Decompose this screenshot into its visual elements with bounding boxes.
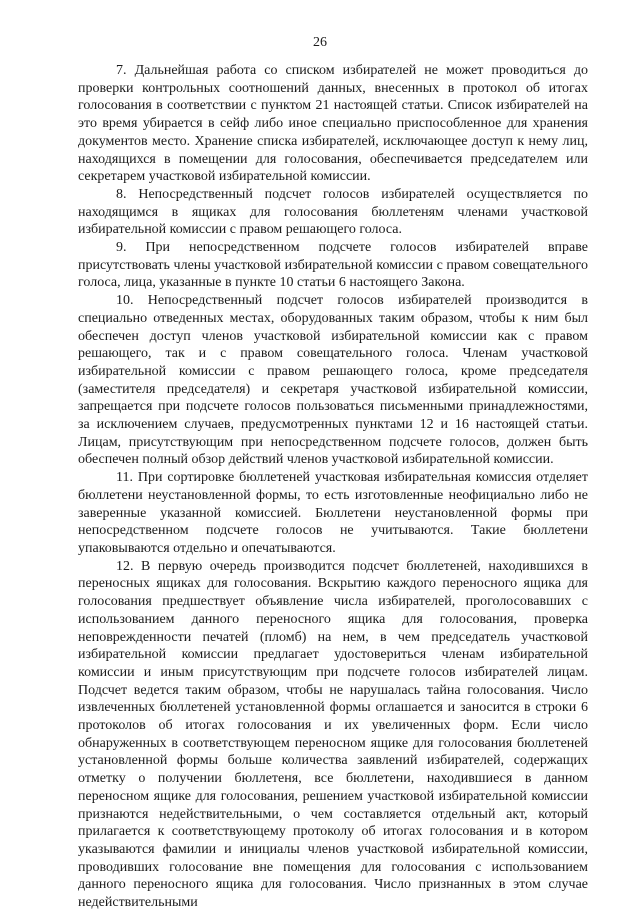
paragraph-8: 8. Непосредственный подсчет голосов избирателей осуществляется по находящимся в ящиках для голосования бюллетеням членами участковой избирательной комиссии с правом решающего голоса. [78,186,588,238]
paragraph-9: 9. При непосредственном подсчете голосов избирателей вправе присутствовать члены участковой избирательной комиссии с правом совещательного голоса, лица, указанные в пункте 10 статьи 6 настоящего Закона. [78,240,588,291]
paragraph-10: 10. Непосредственный подсчет голосов избирателей производится в специально отведенных местах, оборудованных таким образом, чтобы к ним был обеспечен доступ членов участковой избирательной комиссии как с правом решающего, так и с правом совещательного голоса. Членам участковой избирательной комиссии с правом решающего голоса, кроме председателя (заместителя председателя) и секретаря участковой избирательной комиссии, запрещается при подсчете голосов пользоваться письменными принадлежностями, за исключением случаев, предусмотренных пунктами 12 и 16 настоящей статьи. Лицам, присутствующим при непосредственном подсчете голосов, должен быть обеспечен полный обзор действий членов участковой избирательной комиссии. [78,293,588,468]
paragraph-12: 12. В первую очередь производится подсчет бюллетеней, находившихся в переносных ящиках для голосования. Вскрытию каждого переносного ящика для голосования предшествует объявление числа избирателей, проголосовавших с использованием данного переносного ящика для голосования, проверка неповрежденности печатей (пломб) на нем, в чем председатель участковой избирательной комиссии предлагает удостовериться членам избирательной комиссии и иным присутствующим при подсчете голосов избирателей лицам. Подсчет ведется таким образом, чтобы не нарушалась тайна голосования. Число извлеченных бюллетеней установленной формы оглашается и заносится в строки 6 протоколов об итогах голосования и их увеличенных форм. Если число обнаруженных в соответствующем переносном ящике для голосования бюллетеней установленной формы больше количества заявлений избирателей, содержащих отметку о получении бюллетеня, все бюллетени, находившиеся в данном переносном ящике для голосования, решением участковой избирательной комиссии признаются недействительными, о чем составляется отдельный акт, который прилагается к соответствующему протоколу об итогах голосования и в котором указываются фамилии и инициалы членов участковой избирательной комиссии, проводивших голосование вне помещения для голосования с использованием данного переносного ящика для голосования. Число признанных в этом случае недействительными [78,558,588,911]
paragraph-11: 11. При сортировке бюллетеней участковая избирательная комиссия отделяет бюллетени неустановленной формы, то есть изготовленные неофициально либо не заверенные указанной комиссией. Бюллетени неустановленной формы при непосредственном подсчете голосов не учитываются. Такие бюллетени упаковываются отдельно и опечатываются. [78,470,588,556]
document-body [78,62,588,912]
page-number: 26 [313,35,327,50]
paragraph-7: 7. Дальнейшая работа со списком избирателей не может проводиться до проверки контрольных соотношений данных, внесенных в протокол об итогах голосования в соответствии с пунктом 21 настоящей статьи. Список избирателей на это время убирается в сейф либо иное специально приспособленное для хранения документов место. Хранение списка избирателей, исключающее доступ к нему лиц, находящихся в помещении для голосования, обеспечивается председателем или секретарем участковой избирательной комиссии. [78,63,588,185]
